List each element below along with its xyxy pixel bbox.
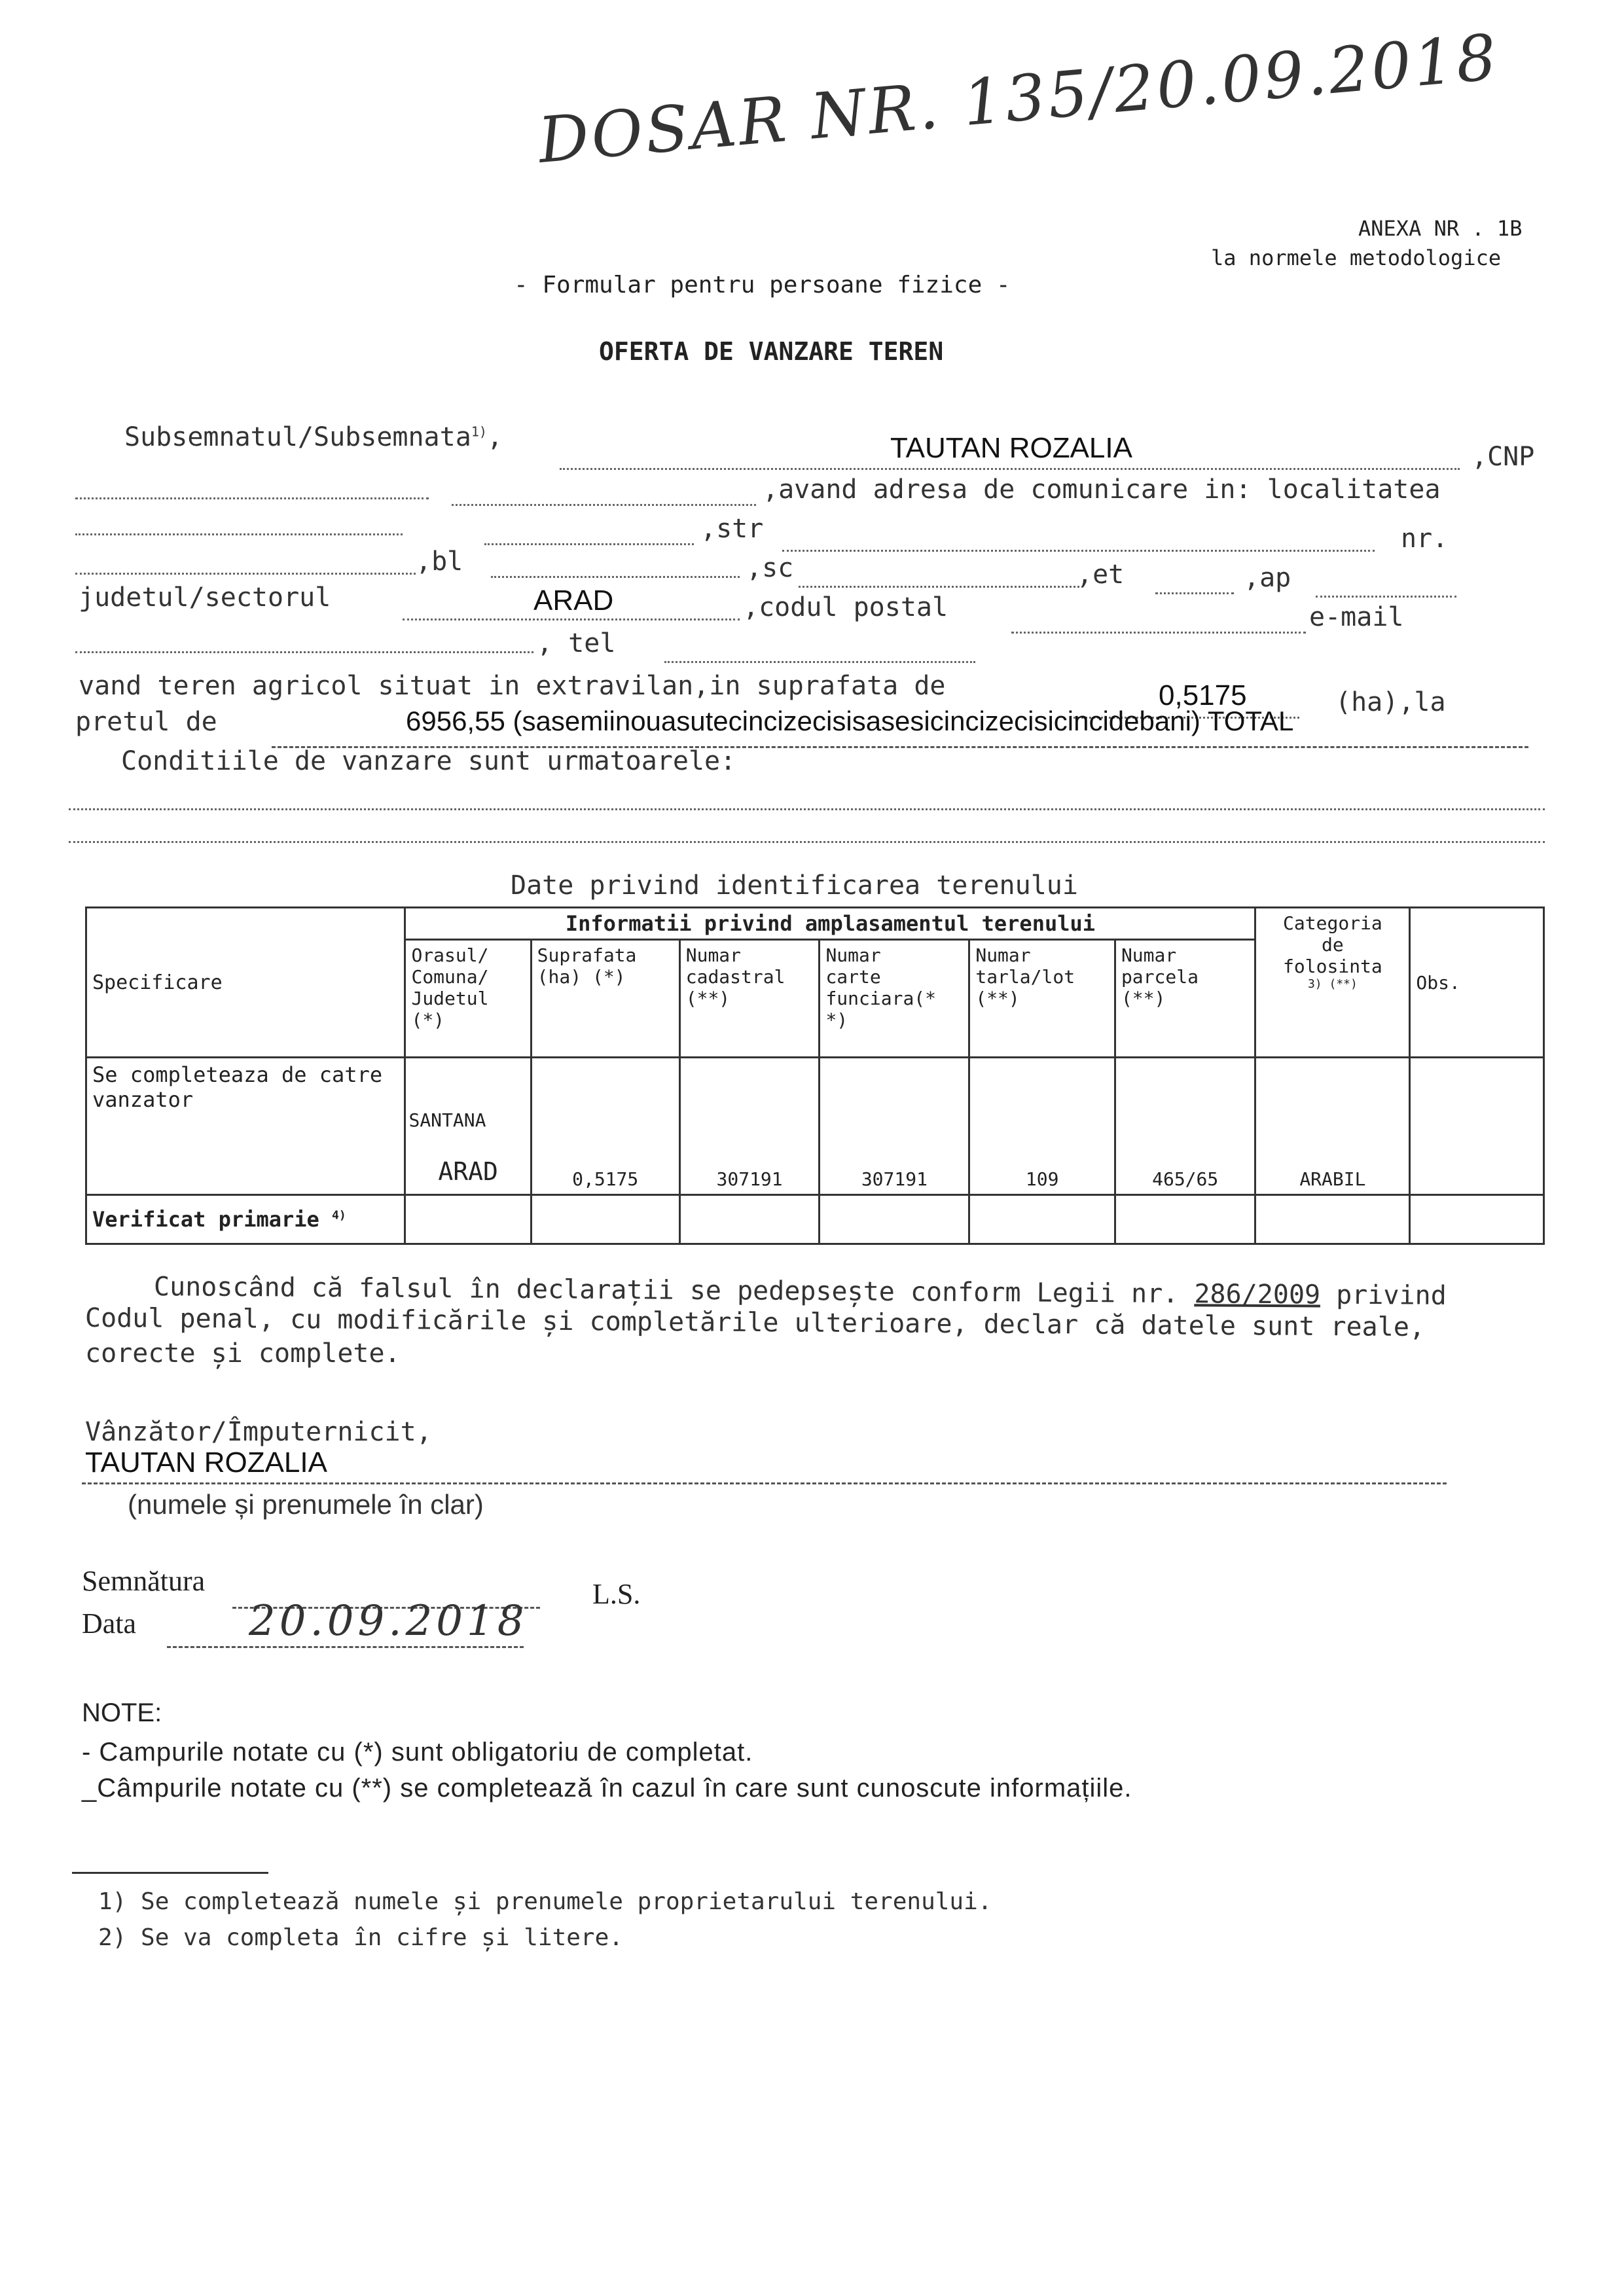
cell-cadastral: 307191 (679, 1058, 820, 1195)
cell-primarie-5 (969, 1195, 1115, 1244)
notes-line1: - Campurile notate cu (*) sunt obligatoriu de completat. (82, 1738, 753, 1767)
header-obs: Obs. (1410, 908, 1544, 1058)
cell-primarie-2 (531, 1195, 679, 1244)
declaration-line1: Cunoscând că falsul în declarații se pedepsește conform Legii nr. 286/2009 privind (153, 1272, 1447, 1311)
cell-categoria: ARABIL (1255, 1058, 1410, 1195)
label-tel: , tel (537, 628, 616, 658)
header-specificare: Specificare (86, 908, 405, 1058)
label-sc: ,sc (746, 553, 794, 583)
value-judet: ARAD (533, 584, 614, 617)
label-codul-postal: ,codul postal (743, 592, 948, 622)
label-ls: L.S. (592, 1578, 641, 1610)
cell-obs (1410, 1058, 1544, 1195)
header-carte: Numar carte funciara(* *) (820, 940, 969, 1058)
line-nume (560, 468, 1460, 470)
page-title: OFERTA DE VANZARE TEREN (599, 337, 944, 366)
line-judet (403, 619, 740, 620)
cell-parcela: 465/65 (1115, 1058, 1255, 1195)
header-cadastral: Numar cadastral (**) (679, 940, 820, 1058)
cell-primarie-8 (1410, 1195, 1544, 1244)
line-data (167, 1646, 524, 1648)
row-label-primarie: Verificat primarie $^{4)}$ (86, 1195, 405, 1244)
annex-subtitle: la normele metodologice (1211, 245, 1502, 270)
label-ap: ,ap (1244, 563, 1291, 593)
cell-tarla: 109 (969, 1058, 1115, 1195)
row-label-vanzator: Se completeaza de catre vanzator (86, 1058, 405, 1195)
label-nr: nr. (1401, 524, 1449, 554)
label-email: e-mail (1309, 602, 1404, 632)
cell-primarie-3 (679, 1195, 820, 1244)
value-pret: 6956,55 (sasemiinouasutecincizecisisasesicincizecisicincidebani) TOTAL (406, 706, 1294, 736)
line-codul-postal (1011, 632, 1306, 634)
label-vanzator: Vânzător/Împuternicit, (85, 1417, 432, 1447)
cell-primarie-4 (820, 1195, 969, 1244)
footnote-2: 2) Se va completa în cifre și litere. (98, 1924, 623, 1951)
label-et: ,et (1077, 560, 1125, 590)
cell-suprafata: 0,5175 (531, 1058, 679, 1195)
label-semnatura: Semnătura (82, 1565, 206, 1597)
label-data: Data (82, 1607, 137, 1640)
label-vand-teren: vand teren agricol situat in extravilan,in suprafata de (79, 671, 946, 701)
value-data: 20.09.2018 (249, 1597, 528, 1645)
line-tel (664, 661, 975, 663)
value-nume: TAUTAN ROZALIA (890, 432, 1132, 464)
label-judetul: judetul/sectorul (79, 583, 331, 613)
label-numele-hint: (numele și prenumele în clar) (128, 1489, 484, 1520)
header-orasul: Orasul/ Comuna/ Judetul (*) (405, 940, 531, 1058)
footnote-separator (72, 1872, 268, 1874)
line-cnp2 (452, 504, 756, 506)
line-cnp (75, 497, 429, 499)
cell-primarie-1 (405, 1195, 531, 1244)
label-bl: ,bl (416, 547, 463, 577)
line-email (75, 651, 533, 653)
cell-primarie-7 (1255, 1195, 1410, 1244)
value-suprafata: 0,5175 (1159, 679, 1247, 711)
header-suprafata: Suprafata (ha) (*) (531, 940, 679, 1058)
line-localitate (75, 533, 403, 535)
line-bl (491, 576, 740, 578)
handwritten-file-number: DOSAR NR. 135/20.09.2018 (535, 20, 1502, 177)
declaration-line3: corecte și complete. (85, 1338, 401, 1369)
line-sc (799, 586, 1083, 588)
label-conditiile: Conditiile de vanzare sunt urmatoarele: (121, 746, 736, 776)
label-avand-adresa: ,avand adresa de comunicare in: localitatea (763, 475, 1441, 505)
line-localitate2 (484, 543, 694, 545)
notes-title: NOTE: (82, 1698, 162, 1727)
notes-line2: _Câmpurile notate cu (**) se completează în cazul în care sunt cunoscute informațiile. (82, 1774, 1132, 1803)
header-tarla: Numar tarla/lot (**) (969, 940, 1115, 1058)
line-str (782, 550, 1375, 552)
line-conditii1 (69, 808, 1545, 810)
cell-carte: 307191 (820, 1058, 969, 1195)
footnote-1: 1) Se completează numele și prenumele proprietarului terenului. (98, 1888, 992, 1915)
cell-orasul: SANTANA ARAD (405, 1058, 531, 1195)
label-str: ,str (700, 514, 764, 544)
label-subsemnatul: Subsemnatul/Subsemnata$^{1)}$, (124, 422, 503, 452)
declaration-line2: Codul penal, cu modificările și completările ulterioare, declar că datele sunt reale, (84, 1302, 1426, 1343)
header-parcela: Numar parcela (**) (1115, 940, 1255, 1058)
form-subtitle: - Formular pentru persoane fizice - (514, 272, 1011, 298)
line-ap (1316, 596, 1456, 598)
table-caption: Date privind identificarea terenului (511, 870, 1078, 901)
header-categoria: Categoria de folosinta 3) (**) (1255, 908, 1410, 1058)
label-cnp: ,CNP (1471, 442, 1535, 472)
line-conditii2 (69, 841, 1545, 843)
line-vanzator (82, 1482, 1447, 1484)
label-ha-la: (ha),la (1335, 687, 1446, 717)
annex-number: ANEXA NR . 1B (1358, 216, 1523, 241)
line-et (1155, 592, 1234, 594)
line-nr (75, 573, 416, 575)
label-pretul: pretul de (75, 707, 217, 737)
value-vanzator-name: TAUTAN ROZALIA (85, 1446, 327, 1479)
land-identification-table (85, 906, 1545, 1245)
cell-primarie-6 (1115, 1195, 1255, 1244)
header-informatii: Informatii privind amplasamentul terenului (405, 908, 1255, 940)
